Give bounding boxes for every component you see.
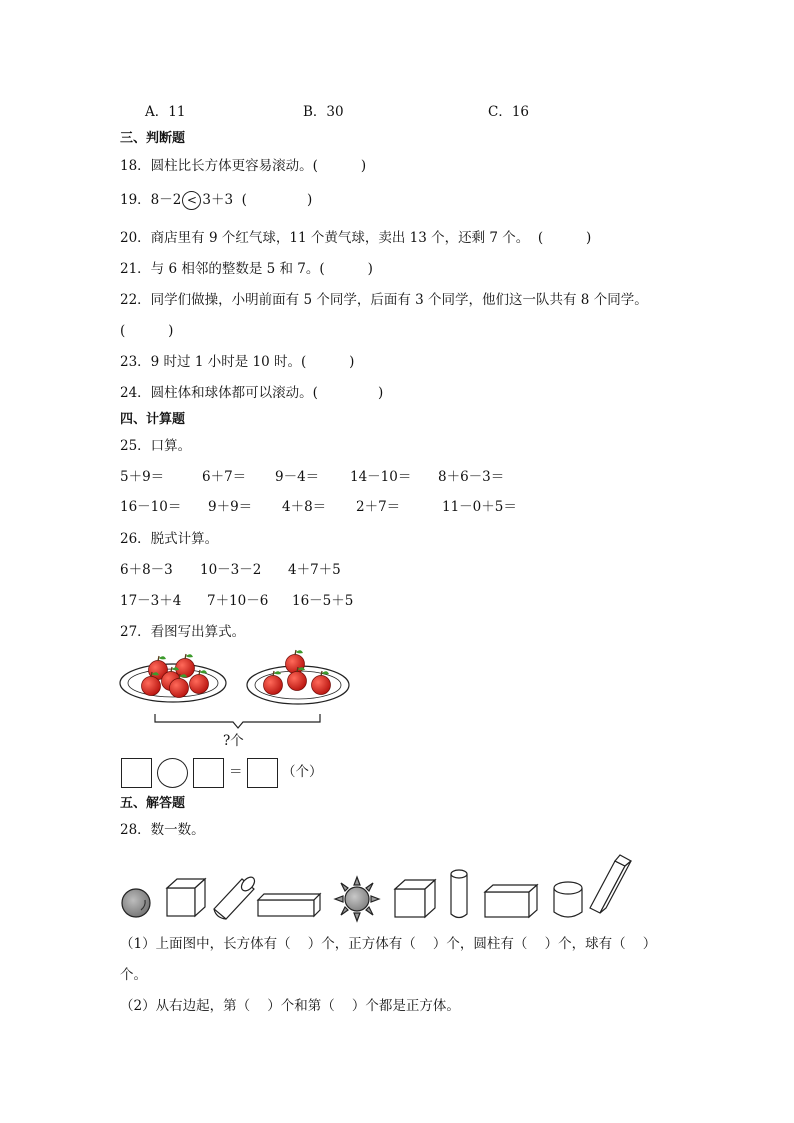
question-25-title: 25．口算。	[120, 438, 192, 454]
question-27-title: 27．看图写出算式。	[120, 624, 246, 640]
cylinder-short-shape	[554, 882, 582, 917]
question-21: 21．与 6 相邻的整数是 5 和 7。( )	[120, 261, 373, 277]
question-22: 22．同学们做操，小明前面有 5 个同学，后面有 3 个同学，他们这一队共有 8 个同学。	[120, 292, 648, 308]
cylinder-tilted-shape	[214, 875, 257, 919]
q19-right: 3＋3 ( )	[202, 192, 313, 208]
brace	[155, 714, 320, 728]
q25-item: 14－10＝	[350, 469, 412, 485]
cube-shape-2	[395, 880, 435, 917]
answer-box-2[interactable]	[193, 758, 224, 788]
question-26-title: 26．脱式计算。	[120, 531, 219, 547]
question-20: 20．商店里有 9 个红气球，11 个黄气球，卖出 13 个，还剩 7 个。 ( )	[120, 230, 592, 246]
q26-item: 17－3＋4	[120, 593, 182, 609]
q25-item: 11－0＋5＝	[442, 499, 517, 515]
q28-part-1: （1）上面图中，长方体有（ ）个，正方体有（ ）个，圆柱有（ ）个，球有（ ）	[120, 936, 657, 952]
q25-item: 6＋7＝	[202, 469, 247, 485]
q26-item: 16－5＋5	[292, 593, 354, 609]
unit-label: （个）	[282, 764, 323, 780]
operator-circle[interactable]	[157, 758, 188, 788]
left-apple-group	[142, 654, 209, 698]
question-18: 18．圆柱比长方体更容易滚动。( )	[120, 158, 367, 174]
question-23: 23．9 时过 1 小时是 10 时。( )	[120, 354, 355, 370]
cuboid-shape-2	[485, 885, 537, 917]
q26-item: 10－3－2	[200, 562, 262, 578]
section-4-title: 四、计算题	[120, 412, 186, 427]
answer-box-result[interactable]	[247, 758, 278, 788]
question-28-title: 28．数一数。	[120, 822, 205, 838]
shapes-figure	[115, 852, 645, 924]
q25-item: 9－4＝	[275, 469, 320, 485]
q26-item: 6＋8－3	[120, 562, 173, 578]
q19-compare-circle: <	[182, 191, 201, 210]
q25-item: 8＋6－3＝	[438, 469, 505, 485]
question-22-paren: ( )	[120, 323, 174, 339]
sphere-shape	[122, 889, 150, 917]
option-a: A．11	[145, 104, 186, 120]
q25-item: 16－10＝	[120, 499, 182, 515]
cuboid-shape-1	[258, 894, 320, 916]
q28-part-2: （2）从右边起，第（ ）个和第（ ）个都是正方体。	[120, 998, 460, 1014]
q25-item: 4＋8＝	[282, 499, 327, 515]
q25-item: 9＋9＝	[208, 499, 253, 515]
cylinder-upright-shape	[451, 870, 467, 918]
section-3-title: 三、判断题	[120, 131, 186, 146]
q26-item: 7＋10－6	[207, 593, 269, 609]
cube-shape-1	[167, 879, 205, 916]
option-c: C．16	[488, 104, 530, 120]
option-b: B．30	[303, 104, 344, 120]
q25-item: 2＋7＝	[356, 499, 401, 515]
sun-sphere-shape	[335, 877, 379, 921]
equals-sign: ＝	[229, 764, 243, 780]
q28-part-1-cont: 个。	[120, 967, 147, 983]
question-24: 24．圆柱体和球体都可以滚动。( )	[120, 385, 384, 401]
section-5-title: 五、解答题	[120, 796, 186, 811]
q19-left: 19．8－2	[120, 192, 182, 208]
question-mark-count: ?个	[223, 733, 244, 749]
cuboid-tall-shape	[590, 855, 631, 913]
question-19	[120, 191, 312, 210]
q26-item: 4＋7＋5	[288, 562, 341, 578]
answer-box-1[interactable]	[121, 758, 152, 788]
q25-item: 5＋9＝	[120, 469, 165, 485]
